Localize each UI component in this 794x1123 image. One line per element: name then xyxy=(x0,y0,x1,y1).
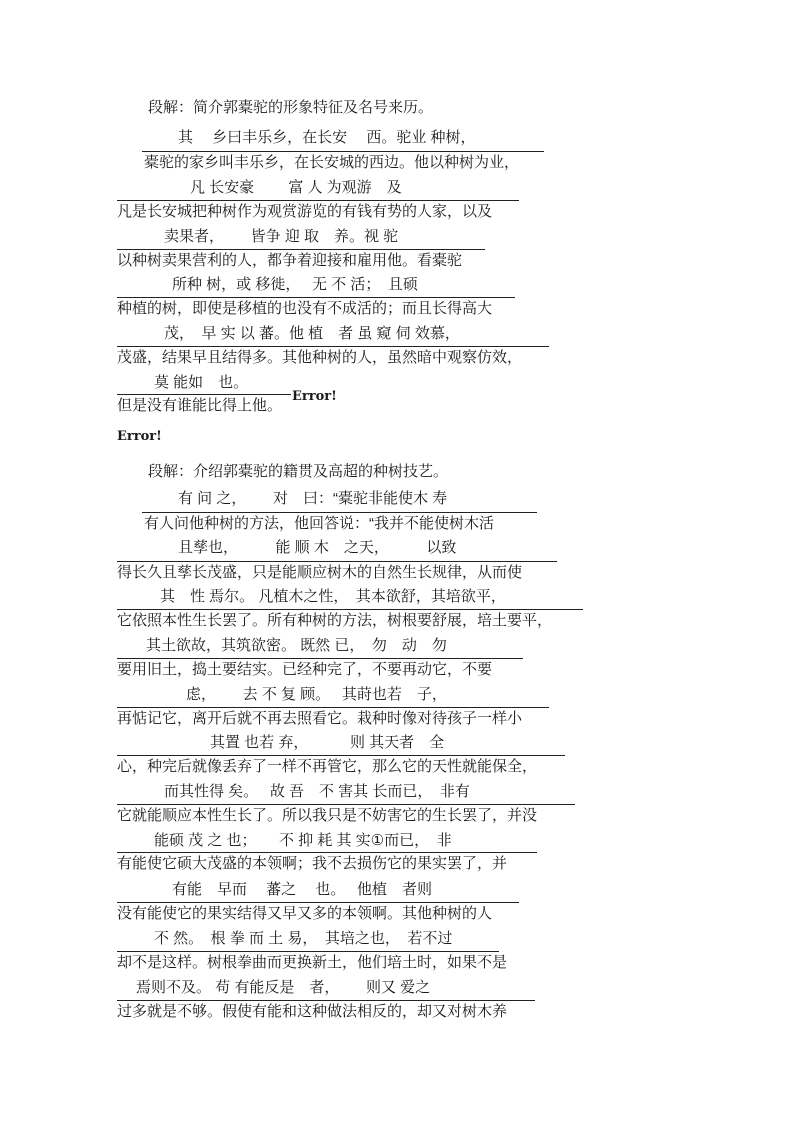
translation-line: 橐驼的家乡叫丰乐乡，在长安城的西边。他以种树为业， xyxy=(144,154,520,171)
translation-line: 以种树卖果营利的人，都争着迎接和雇用他。看橐驼 xyxy=(117,252,463,269)
translation-line: 种植的树，即使是移植的也没有不成活的；而且长得高大 xyxy=(117,300,493,317)
underline-rule xyxy=(117,297,515,298)
translation-line: 要用旧土，捣土要结实。已经种完了，不要再动它，不要 xyxy=(117,661,493,678)
original-line: 有能 早而 蕃之 也。 他植 者则 xyxy=(172,881,433,898)
original-line: 所种 树，或 移徙， 无 不 活； 且硕 xyxy=(172,276,418,293)
original-line: 茂， 早 实 以 蕃。他 植 者 虽 窥 伺 效慕， xyxy=(164,325,460,342)
translation-line: 过多就是不够。假使有能和这种做法相反的，却又对树木养 xyxy=(117,1003,508,1020)
underline-rule xyxy=(117,200,519,201)
original-line: 莫 能如 也。 xyxy=(154,374,249,391)
original-line: 其 性 焉尔。 凡植木之性， 其本欲舒，其培欲平， xyxy=(160,588,506,605)
underline-rule xyxy=(117,249,485,250)
underline-rule xyxy=(117,609,583,610)
underline-rule xyxy=(142,151,544,152)
original-line: 而其性得 矣。 故 吾 不 害其 长而已， 非有 xyxy=(164,783,470,800)
field-error-marker: Error! xyxy=(117,429,162,444)
original-line: 且孳也， 能 顺 木 之天， 以致 xyxy=(178,539,457,556)
original-line: 卖果者， 皆争 迎 取 养。视 驼 xyxy=(164,228,399,245)
underline-rule xyxy=(117,804,575,805)
original-line: 其 乡曰丰乐乡，在长安 西。驼业 种树， xyxy=(178,129,476,146)
translation-line: 但是没有谁能比得上他。 xyxy=(117,397,283,414)
translation-line: 茂盛，结果早且结得多。其他种树的人，虽然暗中观察仿效， xyxy=(117,349,523,366)
original-line: 凡 长安豪 富 人 为观游 及 xyxy=(190,179,402,196)
original-line: 其土欲故，其筑欲密。 既然 已， 勿 动 勿 xyxy=(146,637,447,654)
translation-line: 有人问他种树的方法，他回答说：“我并不能使树木活 xyxy=(144,515,494,532)
original-line: 虑， 去 不 复 顾。 其莳也若 子， xyxy=(186,686,447,703)
underline-rule xyxy=(117,755,565,756)
underline-rule xyxy=(117,1000,535,1001)
original-line: 能硕 茂 之 也； 不 抑 耗 其 实①而已， 非 xyxy=(154,832,452,849)
translation-line: 得长久且孳长茂盛，只是能顺应树木的自然生长规律，从而使 xyxy=(117,564,523,581)
underline-rule xyxy=(117,561,557,562)
translation-line: 它依照本性生长罢了。所有种树的方法，树根要舒展，培土要平， xyxy=(117,612,553,629)
underline-rule xyxy=(117,394,291,395)
translation-line: 有能使它硕大茂盛的本领啊；我不去损伤它的果实罢了，并 xyxy=(117,855,508,872)
translation-line: 凡是长安城把种树作为观赏游览的有钱有势的人家，以及 xyxy=(117,203,493,220)
underline-rule xyxy=(117,902,519,903)
original-line: 不 然。 根 拳 而 土 易， 其培之也， 若不过 xyxy=(154,930,453,947)
original-line: 有 问 之， 对 曰：“橐驼非能使木 寿 xyxy=(178,490,448,507)
original-line: 焉则不及。 苟 有能反是 者， 则又 爱之 xyxy=(136,979,431,996)
translation-line: 再惦记它，离开后就不再去照看它。栽种时像对待孩子一样小 xyxy=(117,710,523,727)
translation-line: 它就能顺应本性生长了。所以我只是不妨害它的生长罢了，并没 xyxy=(117,807,538,824)
section1-heading: 段解：简介郭橐驼的形象特征及名号来历。 xyxy=(148,99,434,116)
original-line: 其置 也若 弃， 则 其天者 全 xyxy=(210,734,445,751)
translation-line: 没有能使它的果实结得又早又多的本领啊。其他种树的人 xyxy=(117,905,493,922)
translation-line: 却不是这样。树根拳曲而更换新土，他们培土时，如果不是 xyxy=(117,954,508,971)
field-error-marker: Error! xyxy=(292,389,337,404)
underline-rule xyxy=(142,512,537,513)
underline-rule xyxy=(117,707,549,708)
underline-rule xyxy=(117,346,549,347)
translation-line: 心，种完后就像丢弃了一样不再管它，那么它的天性就能保全， xyxy=(117,758,538,775)
underline-rule xyxy=(117,658,523,659)
underline-rule xyxy=(117,951,499,952)
section2-heading: 段解：介绍郭橐驼的籍贯及高超的种树技艺。 xyxy=(148,463,449,480)
underline-rule xyxy=(117,852,537,853)
